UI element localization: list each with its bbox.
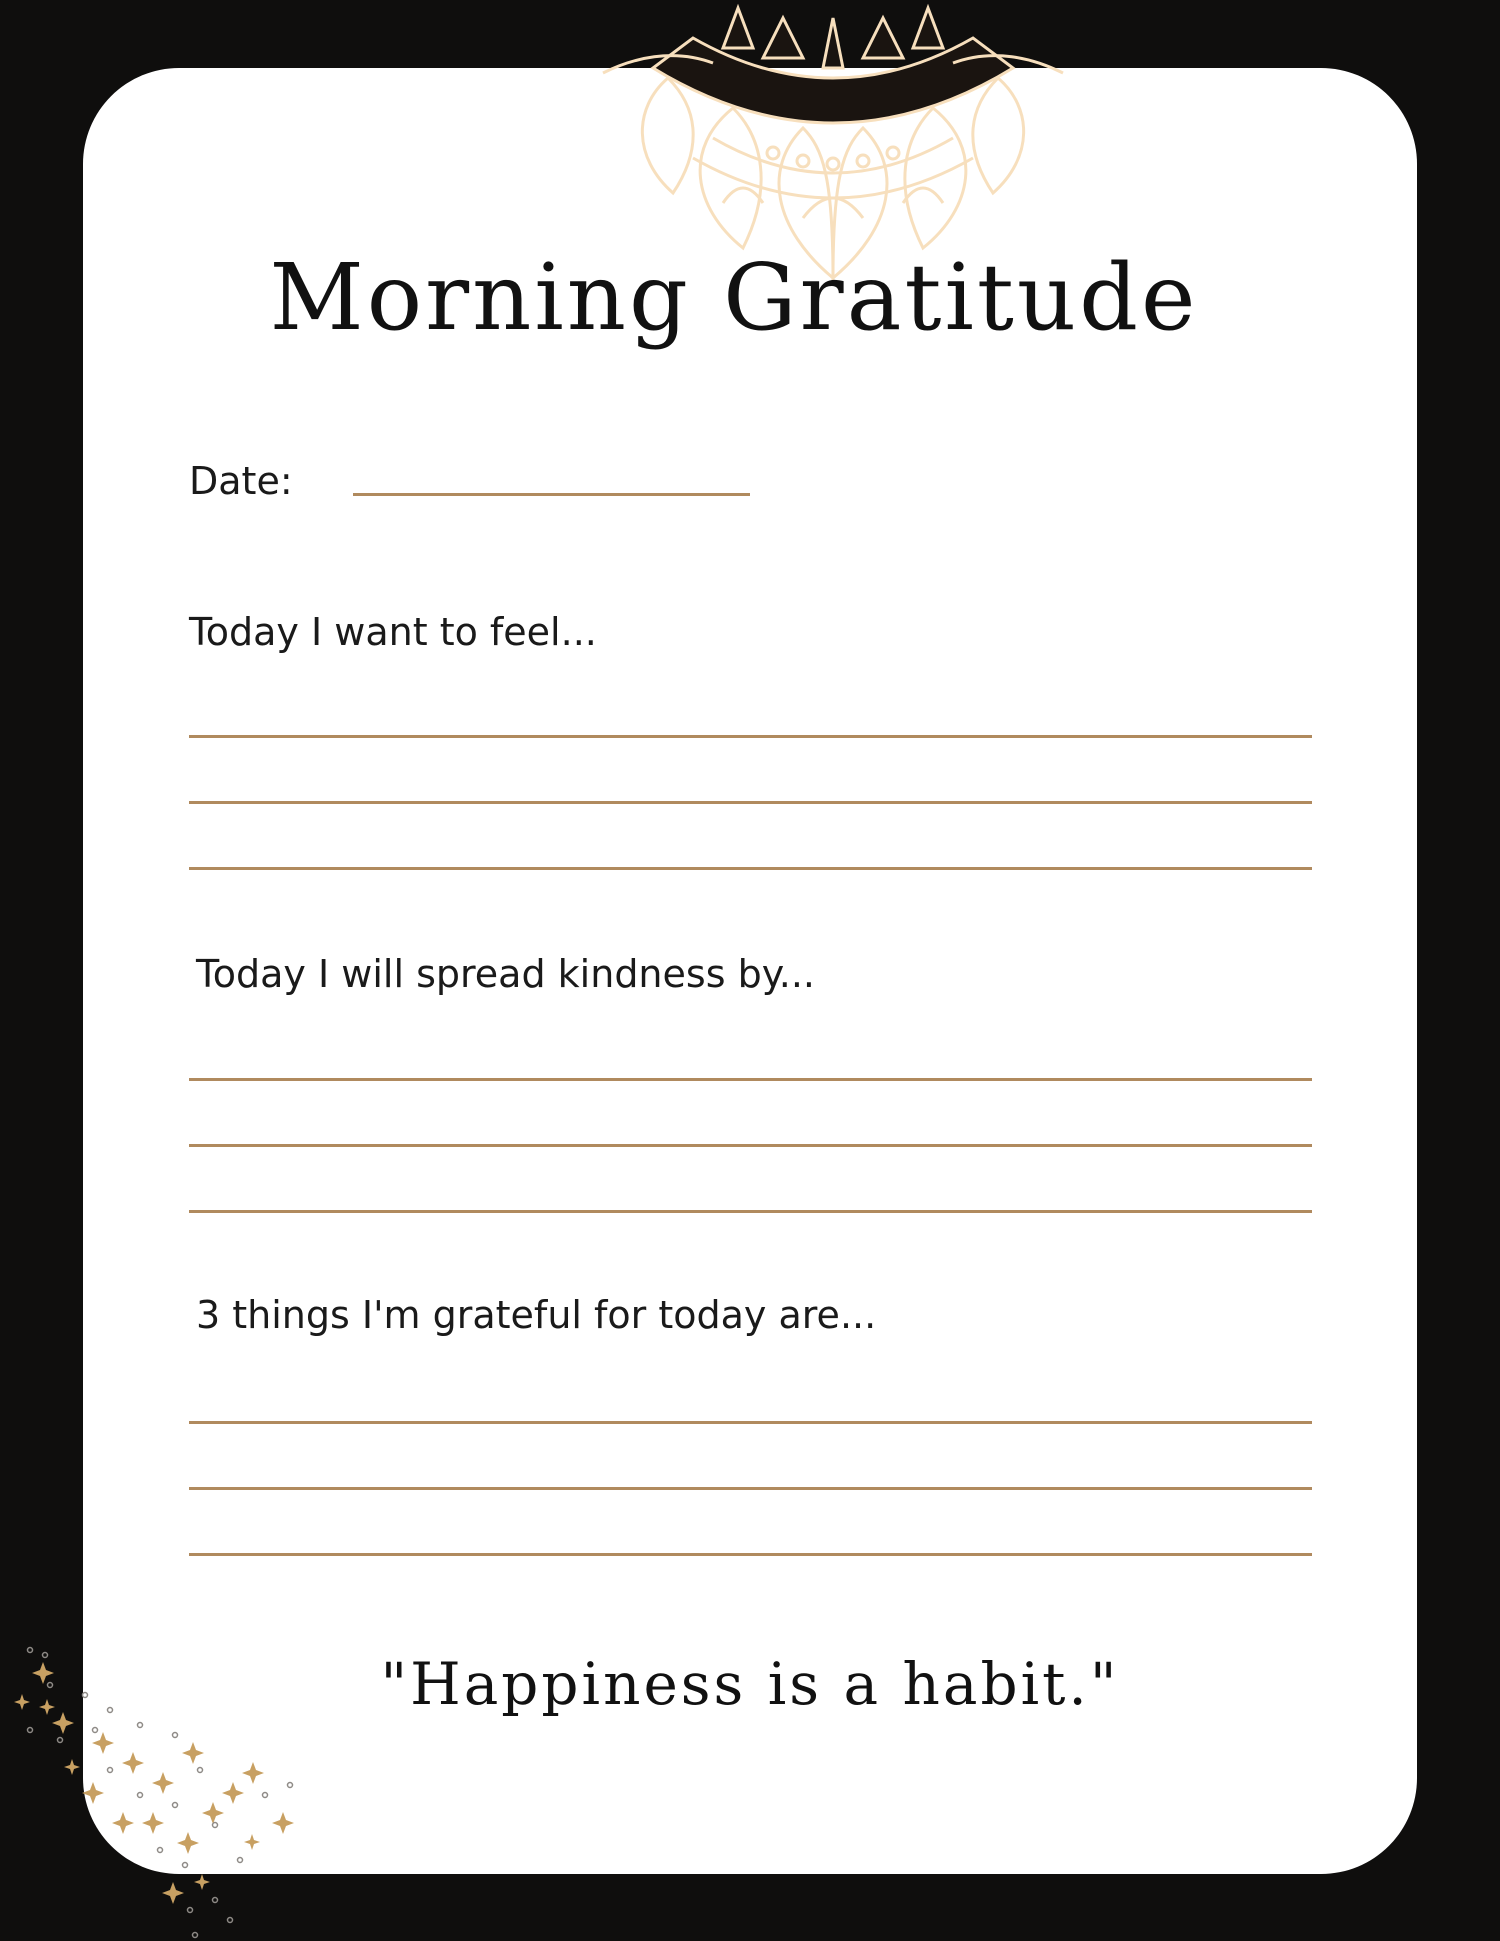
write-line[interactable] [189,867,1312,870]
date-label: Date: [189,459,293,503]
write-line[interactable] [189,735,1312,738]
quote-text: "Happiness is a habit." [380,1650,1120,1718]
date-write-line[interactable] [353,493,750,496]
write-line[interactable] [189,801,1312,804]
prompt-kindness: Today I will spread kindness by... [196,952,816,996]
write-line[interactable] [189,1144,1312,1147]
prompt-grateful: 3 things I'm grateful for today are... [196,1293,877,1337]
write-line[interactable] [189,1078,1312,1081]
write-line[interactable] [189,1487,1312,1490]
sparkles-icon [0,1610,330,1940]
page-title: Morning Gratitude [269,244,1199,351]
write-line[interactable] [189,1421,1312,1424]
write-line[interactable] [189,1210,1312,1213]
prompt-feel: Today I want to feel... [189,610,597,654]
write-line[interactable] [189,1553,1312,1556]
